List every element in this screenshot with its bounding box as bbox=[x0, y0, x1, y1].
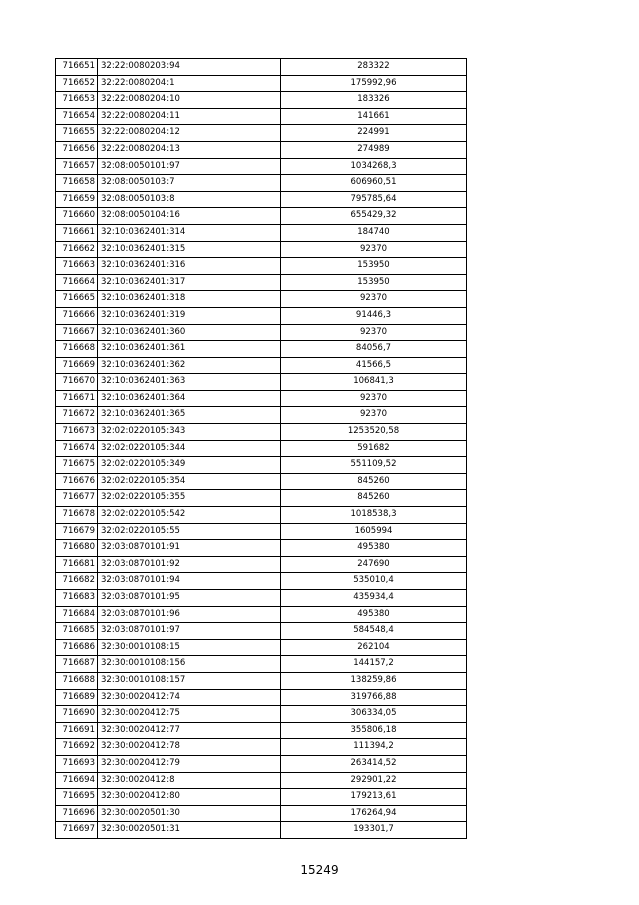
cadastral-number-cell: 32:10:0362401:316 bbox=[98, 258, 281, 275]
row-number-cell: 716670 bbox=[56, 374, 98, 391]
cadastral-value-cell: 845260 bbox=[281, 490, 467, 507]
cadastral-number-cell: 32:10:0362401:365 bbox=[98, 407, 281, 424]
cadastral-number-cell: 32:30:0020412:75 bbox=[98, 706, 281, 723]
cadastral-value-cell: 183326 bbox=[281, 92, 467, 109]
cadastral-number-cell: 32:02:0220105:355 bbox=[98, 490, 281, 507]
cadastral-number-cell: 32:30:0010108:156 bbox=[98, 656, 281, 673]
row-number-cell: 716669 bbox=[56, 357, 98, 374]
cadastral-value-cell: 306334,05 bbox=[281, 706, 467, 723]
cadastral-number-cell: 32:02:0220105:349 bbox=[98, 457, 281, 474]
cadastral-value-cell: 535010,4 bbox=[281, 573, 467, 590]
cadastral-value-cell: 355806,18 bbox=[281, 722, 467, 739]
cadastral-value-cell: 606960,51 bbox=[281, 175, 467, 192]
table-row bbox=[56, 805, 467, 822]
row-number-cell: 716683 bbox=[56, 590, 98, 607]
table-row bbox=[56, 341, 467, 358]
cadastral-number-cell: 32:02:0220105:55 bbox=[98, 523, 281, 540]
table-row bbox=[56, 440, 467, 457]
cadastral-value-cell: 41566,5 bbox=[281, 357, 467, 374]
cadastral-value-cell: 247690 bbox=[281, 556, 467, 573]
cadastral-value-cell: 92370 bbox=[281, 407, 467, 424]
table-row bbox=[56, 523, 467, 540]
cadastral-number-cell: 32:22:0080204:1 bbox=[98, 75, 281, 92]
table-row bbox=[56, 490, 467, 507]
cadastral-number-cell: 32:30:0020412:8 bbox=[98, 772, 281, 789]
cadastral-number-cell: 32:22:0080203:94 bbox=[98, 59, 281, 76]
cadastral-number-cell: 32:08:0050101:97 bbox=[98, 158, 281, 175]
table-row bbox=[56, 590, 467, 607]
cadastral-number-cell: 32:02:0220105:343 bbox=[98, 424, 281, 441]
row-number-cell: 716693 bbox=[56, 755, 98, 772]
row-number-cell: 716678 bbox=[56, 507, 98, 524]
cadastral-value-cell: 111394,2 bbox=[281, 739, 467, 756]
table-row bbox=[56, 224, 467, 241]
cadastral-value-cell: 845260 bbox=[281, 473, 467, 490]
cadastral-value-cell: 91446,3 bbox=[281, 307, 467, 324]
cadastral-number-cell: 32:10:0362401:361 bbox=[98, 341, 281, 358]
row-number-cell: 716662 bbox=[56, 241, 98, 258]
cadastral-number-cell: 32:10:0362401:360 bbox=[98, 324, 281, 341]
table-row bbox=[56, 573, 467, 590]
cadastral-number-cell: 32:03:0870101:95 bbox=[98, 590, 281, 607]
cadastral-value-cell: 495380 bbox=[281, 540, 467, 557]
cadastral-value-cell: 262104 bbox=[281, 639, 467, 656]
cadastral-value-cell: 184740 bbox=[281, 224, 467, 241]
row-number-cell: 716692 bbox=[56, 739, 98, 756]
table-row bbox=[56, 473, 467, 490]
table-row bbox=[56, 706, 467, 723]
row-number-cell: 716664 bbox=[56, 274, 98, 291]
table-row bbox=[56, 108, 467, 125]
cadastral-number-cell: 32:03:0870101:96 bbox=[98, 606, 281, 623]
cadastral-number-cell: 32:08:0050104:16 bbox=[98, 208, 281, 225]
cadastral-number-cell: 32:22:0080204:11 bbox=[98, 108, 281, 125]
cadastral-number-cell: 32:10:0362401:319 bbox=[98, 307, 281, 324]
table-row bbox=[56, 59, 467, 76]
row-number-cell: 716654 bbox=[56, 108, 98, 125]
row-number-cell: 716660 bbox=[56, 208, 98, 225]
table-row bbox=[56, 656, 467, 673]
cadastral-value-cell: 193301,7 bbox=[281, 822, 467, 839]
cadastral-value-cell: 274989 bbox=[281, 141, 467, 158]
row-number-cell: 716680 bbox=[56, 540, 98, 557]
cadastral-number-cell: 32:03:0870101:91 bbox=[98, 540, 281, 557]
cadastral-value-cell: 153950 bbox=[281, 274, 467, 291]
row-number-cell: 716684 bbox=[56, 606, 98, 623]
cadastral-number-cell: 32:10:0362401:363 bbox=[98, 374, 281, 391]
row-number-cell: 716661 bbox=[56, 224, 98, 241]
cadastral-number-cell: 32:10:0362401:362 bbox=[98, 357, 281, 374]
table-row bbox=[56, 390, 467, 407]
row-number-cell: 716666 bbox=[56, 307, 98, 324]
table-row bbox=[56, 125, 467, 142]
row-number-cell: 716671 bbox=[56, 390, 98, 407]
cadastral-value-cell: 153950 bbox=[281, 258, 467, 275]
table-row bbox=[56, 208, 467, 225]
table-row bbox=[56, 606, 467, 623]
table-row bbox=[56, 623, 467, 640]
cadastral-number-cell: 32:02:0220105:344 bbox=[98, 440, 281, 457]
table-row bbox=[56, 175, 467, 192]
cadastral-number-cell: 32:08:0050103:7 bbox=[98, 175, 281, 192]
row-number-cell: 716688 bbox=[56, 672, 98, 689]
row-number-cell: 716672 bbox=[56, 407, 98, 424]
cadastral-number-cell: 32:30:0020501:31 bbox=[98, 822, 281, 839]
cadastral-number-cell: 32:22:0080204:12 bbox=[98, 125, 281, 142]
cadastral-value-cell: 283322 bbox=[281, 59, 467, 76]
cadastral-value-cell: 179213,61 bbox=[281, 789, 467, 806]
row-number-cell: 716673 bbox=[56, 424, 98, 441]
table-body bbox=[56, 59, 467, 839]
row-number-cell: 716697 bbox=[56, 822, 98, 839]
cadastral-value-cell: 551109,52 bbox=[281, 457, 467, 474]
row-number-cell: 716651 bbox=[56, 59, 98, 76]
cadastral-number-cell: 32:02:0220105:354 bbox=[98, 473, 281, 490]
row-number-cell: 716689 bbox=[56, 689, 98, 706]
table-row bbox=[56, 755, 467, 772]
cadastral-number-cell: 32:10:0362401:317 bbox=[98, 274, 281, 291]
cadastral-value-cell: 1253520,58 bbox=[281, 424, 467, 441]
table-row bbox=[56, 689, 467, 706]
row-number-cell: 716657 bbox=[56, 158, 98, 175]
row-number-cell: 716659 bbox=[56, 191, 98, 208]
table-row bbox=[56, 158, 467, 175]
row-number-cell: 716663 bbox=[56, 258, 98, 275]
cadastral-number-cell: 32:30:0010108:15 bbox=[98, 639, 281, 656]
cadastral-value-cell: 175992,96 bbox=[281, 75, 467, 92]
row-number-cell: 716676 bbox=[56, 473, 98, 490]
row-number-cell: 716685 bbox=[56, 623, 98, 640]
row-number-cell: 716665 bbox=[56, 291, 98, 308]
table-row bbox=[56, 92, 467, 109]
cadastral-number-cell: 32:30:0020412:78 bbox=[98, 739, 281, 756]
table-row bbox=[56, 307, 467, 324]
row-number-cell: 716682 bbox=[56, 573, 98, 590]
table-row bbox=[56, 324, 467, 341]
row-number-cell: 716677 bbox=[56, 490, 98, 507]
row-number-cell: 716652 bbox=[56, 75, 98, 92]
cadastral-number-cell: 32:03:0870101:97 bbox=[98, 623, 281, 640]
table-row bbox=[56, 457, 467, 474]
table-row bbox=[56, 789, 467, 806]
row-number-cell: 716691 bbox=[56, 722, 98, 739]
cadastral-value-cell: 263414,52 bbox=[281, 755, 467, 772]
table-row bbox=[56, 191, 467, 208]
cadastral-value-cell: 92370 bbox=[281, 241, 467, 258]
row-number-cell: 716658 bbox=[56, 175, 98, 192]
row-number-cell: 716653 bbox=[56, 92, 98, 109]
cadastral-number-cell: 32:22:0080204:10 bbox=[98, 92, 281, 109]
row-number-cell: 716695 bbox=[56, 789, 98, 806]
row-number-cell: 716690 bbox=[56, 706, 98, 723]
cadastral-value-cell: 1018538,3 bbox=[281, 507, 467, 524]
cadastral-number-cell: 32:03:0870101:94 bbox=[98, 573, 281, 590]
cadastral-value-cell: 92370 bbox=[281, 390, 467, 407]
row-number-cell: 716655 bbox=[56, 125, 98, 142]
row-number-cell: 716675 bbox=[56, 457, 98, 474]
cadastral-number-cell: 32:10:0362401:318 bbox=[98, 291, 281, 308]
cadastral-number-cell: 32:10:0362401:314 bbox=[98, 224, 281, 241]
row-number-cell: 716687 bbox=[56, 656, 98, 673]
cadastral-value-cell: 138259,86 bbox=[281, 672, 467, 689]
page-number: 15249 bbox=[300, 863, 339, 877]
table-row bbox=[56, 556, 467, 573]
cadastral-value-cell: 92370 bbox=[281, 324, 467, 341]
row-number-cell: 716667 bbox=[56, 324, 98, 341]
row-number-cell: 716686 bbox=[56, 639, 98, 656]
table-row bbox=[56, 274, 467, 291]
table-row bbox=[56, 722, 467, 739]
table-row bbox=[56, 672, 467, 689]
table-row bbox=[56, 507, 467, 524]
cadastral-number-cell: 32:22:0080204:13 bbox=[98, 141, 281, 158]
table-row bbox=[56, 241, 467, 258]
cadastral-value-cell: 591682 bbox=[281, 440, 467, 457]
table-row bbox=[56, 75, 467, 92]
cadastral-value-cell: 584548,4 bbox=[281, 623, 467, 640]
table-row bbox=[56, 424, 467, 441]
cadastral-number-cell: 32:30:0020412:79 bbox=[98, 755, 281, 772]
cadastral-number-cell: 32:30:0020501:30 bbox=[98, 805, 281, 822]
cadastral-value-cell: 1034268,3 bbox=[281, 158, 467, 175]
cadastral-value-cell: 795785,64 bbox=[281, 191, 467, 208]
cadastral-value-cell: 1605994 bbox=[281, 523, 467, 540]
cadastral-value-cell: 84056,7 bbox=[281, 341, 467, 358]
table-row bbox=[56, 291, 467, 308]
cadastral-number-cell: 32:08:0050103:8 bbox=[98, 191, 281, 208]
row-number-cell: 716681 bbox=[56, 556, 98, 573]
cadastral-value-cell: 224991 bbox=[281, 125, 467, 142]
cadastral-number-cell: 32:10:0362401:364 bbox=[98, 390, 281, 407]
row-number-cell: 716679 bbox=[56, 523, 98, 540]
cadastral-value-cell: 435934,4 bbox=[281, 590, 467, 607]
cadastral-value-cell: 92370 bbox=[281, 291, 467, 308]
cadastral-value-cell: 292901,22 bbox=[281, 772, 467, 789]
cadastral-value-cell: 495380 bbox=[281, 606, 467, 623]
cadastral-number-cell: 32:30:0020412:74 bbox=[98, 689, 281, 706]
table-row bbox=[56, 739, 467, 756]
table-row bbox=[56, 822, 467, 839]
row-number-cell: 716668 bbox=[56, 341, 98, 358]
row-number-cell: 716656 bbox=[56, 141, 98, 158]
cadastral-number-cell: 32:30:0020412:77 bbox=[98, 722, 281, 739]
cadastral-value-cell: 144157,2 bbox=[281, 656, 467, 673]
table-row bbox=[56, 407, 467, 424]
cadastral-value-cell: 655429,32 bbox=[281, 208, 467, 225]
table-row bbox=[56, 357, 467, 374]
table-row bbox=[56, 639, 467, 656]
cadastral-value-cell: 141661 bbox=[281, 108, 467, 125]
row-number-cell: 716674 bbox=[56, 440, 98, 457]
table-row bbox=[56, 374, 467, 391]
table-row bbox=[56, 540, 467, 557]
cadastral-value-cell: 176264,94 bbox=[281, 805, 467, 822]
table-row bbox=[56, 141, 467, 158]
row-number-cell: 716696 bbox=[56, 805, 98, 822]
cadastral-number-cell: 32:30:0020412:80 bbox=[98, 789, 281, 806]
cadastral-number-cell: 32:03:0870101:92 bbox=[98, 556, 281, 573]
cadastral-value-table bbox=[55, 58, 467, 839]
cadastral-number-cell: 32:10:0362401:315 bbox=[98, 241, 281, 258]
cadastral-number-cell: 32:30:0010108:157 bbox=[98, 672, 281, 689]
table-row bbox=[56, 772, 467, 789]
cadastral-value-cell: 106841,3 bbox=[281, 374, 467, 391]
table-row bbox=[56, 258, 467, 275]
cadastral-value-cell: 319766,88 bbox=[281, 689, 467, 706]
row-number-cell: 716694 bbox=[56, 772, 98, 789]
cadastral-number-cell: 32:02:0220105:542 bbox=[98, 507, 281, 524]
